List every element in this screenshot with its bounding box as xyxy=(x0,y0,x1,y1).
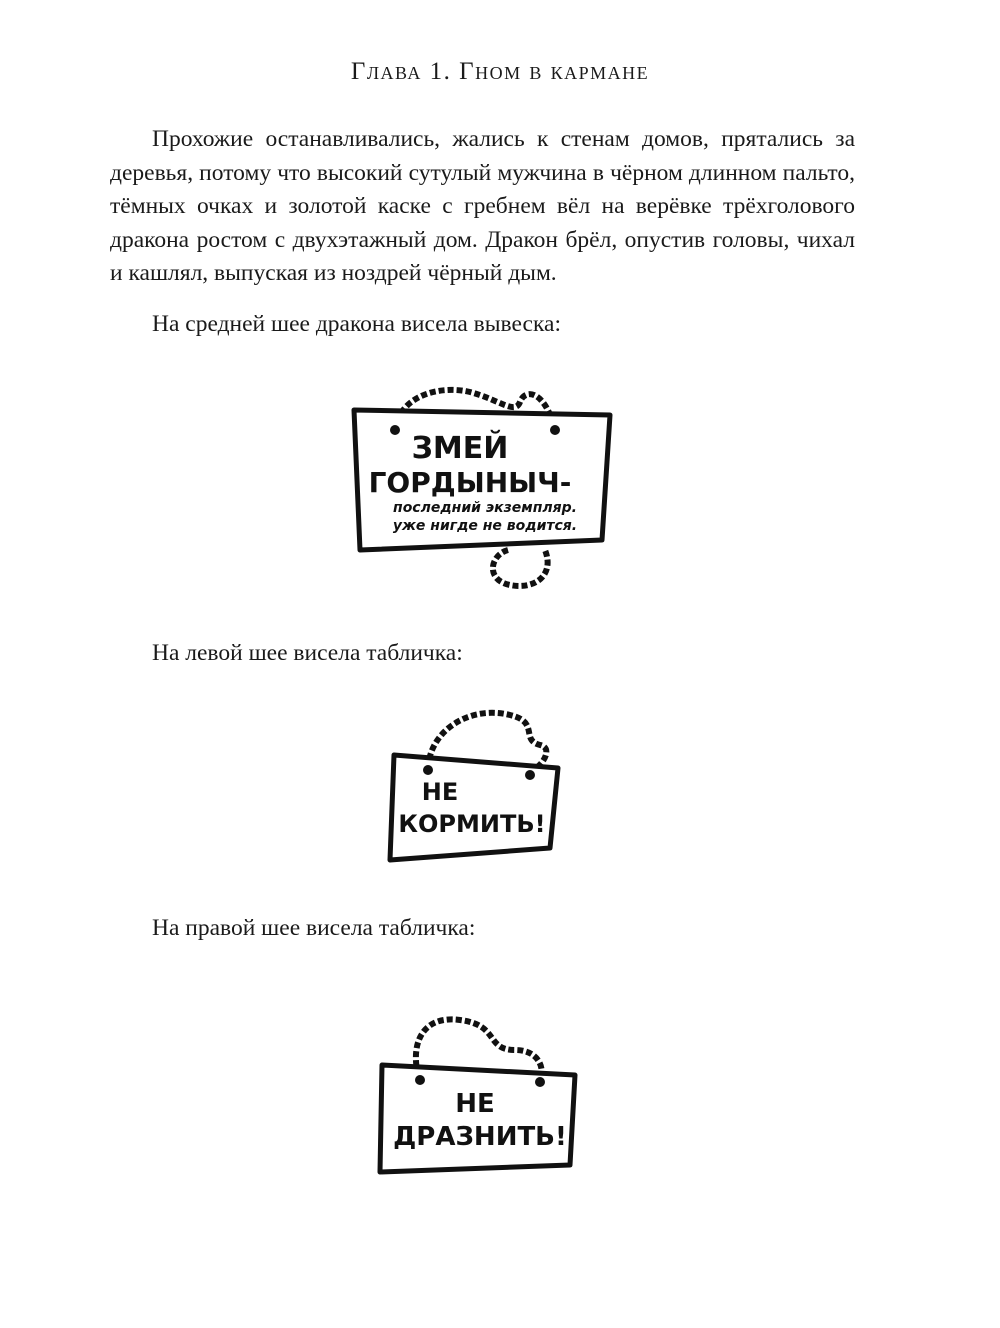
right-sign-line2: ДРАЗНИТЬ! xyxy=(393,1122,567,1152)
left-sign-line2: КОРМИТЬ! xyxy=(398,810,546,838)
paragraph-right-sign: На правой шее висела табличка: xyxy=(152,915,476,941)
left-neck-sign xyxy=(380,700,580,870)
middle-sign-line2: ГОРДЫНЫЧ- xyxy=(368,466,572,499)
middle-sign-line1: ЗМЕЙ xyxy=(411,431,509,466)
middle-sign-line4: уже нигде не водится. xyxy=(392,518,578,534)
paragraph-left-sign: На левой шее висела табличка: xyxy=(152,640,463,666)
paragraph-intro: Прохожие останавливались, жались к стенам домов, прятались за деревья, потому что высокий сутулый мужчина в чёрном длинном пальто, тёмных очках и золотой каске с гребнем вёл на верёвке трёхголового дракона ростом с двухэтажный дом. Дракон брёл, опустив головы, чихал и кашлял, выпуская из ноздрей чёрный дым. xyxy=(110,126,855,286)
left-sign-line1: НЕ xyxy=(421,778,459,806)
chapter-title: Глава 1. Гном в кармане xyxy=(350,58,650,85)
middle-neck-sign xyxy=(340,380,640,595)
right-neck-sign xyxy=(370,1000,590,1190)
right-sign-line1: НЕ xyxy=(455,1089,495,1119)
middle-sign-line3: последний экземпляр. xyxy=(393,500,577,516)
paragraph-middle-sign: На средней шее дракона висела вывеска: xyxy=(152,311,561,337)
